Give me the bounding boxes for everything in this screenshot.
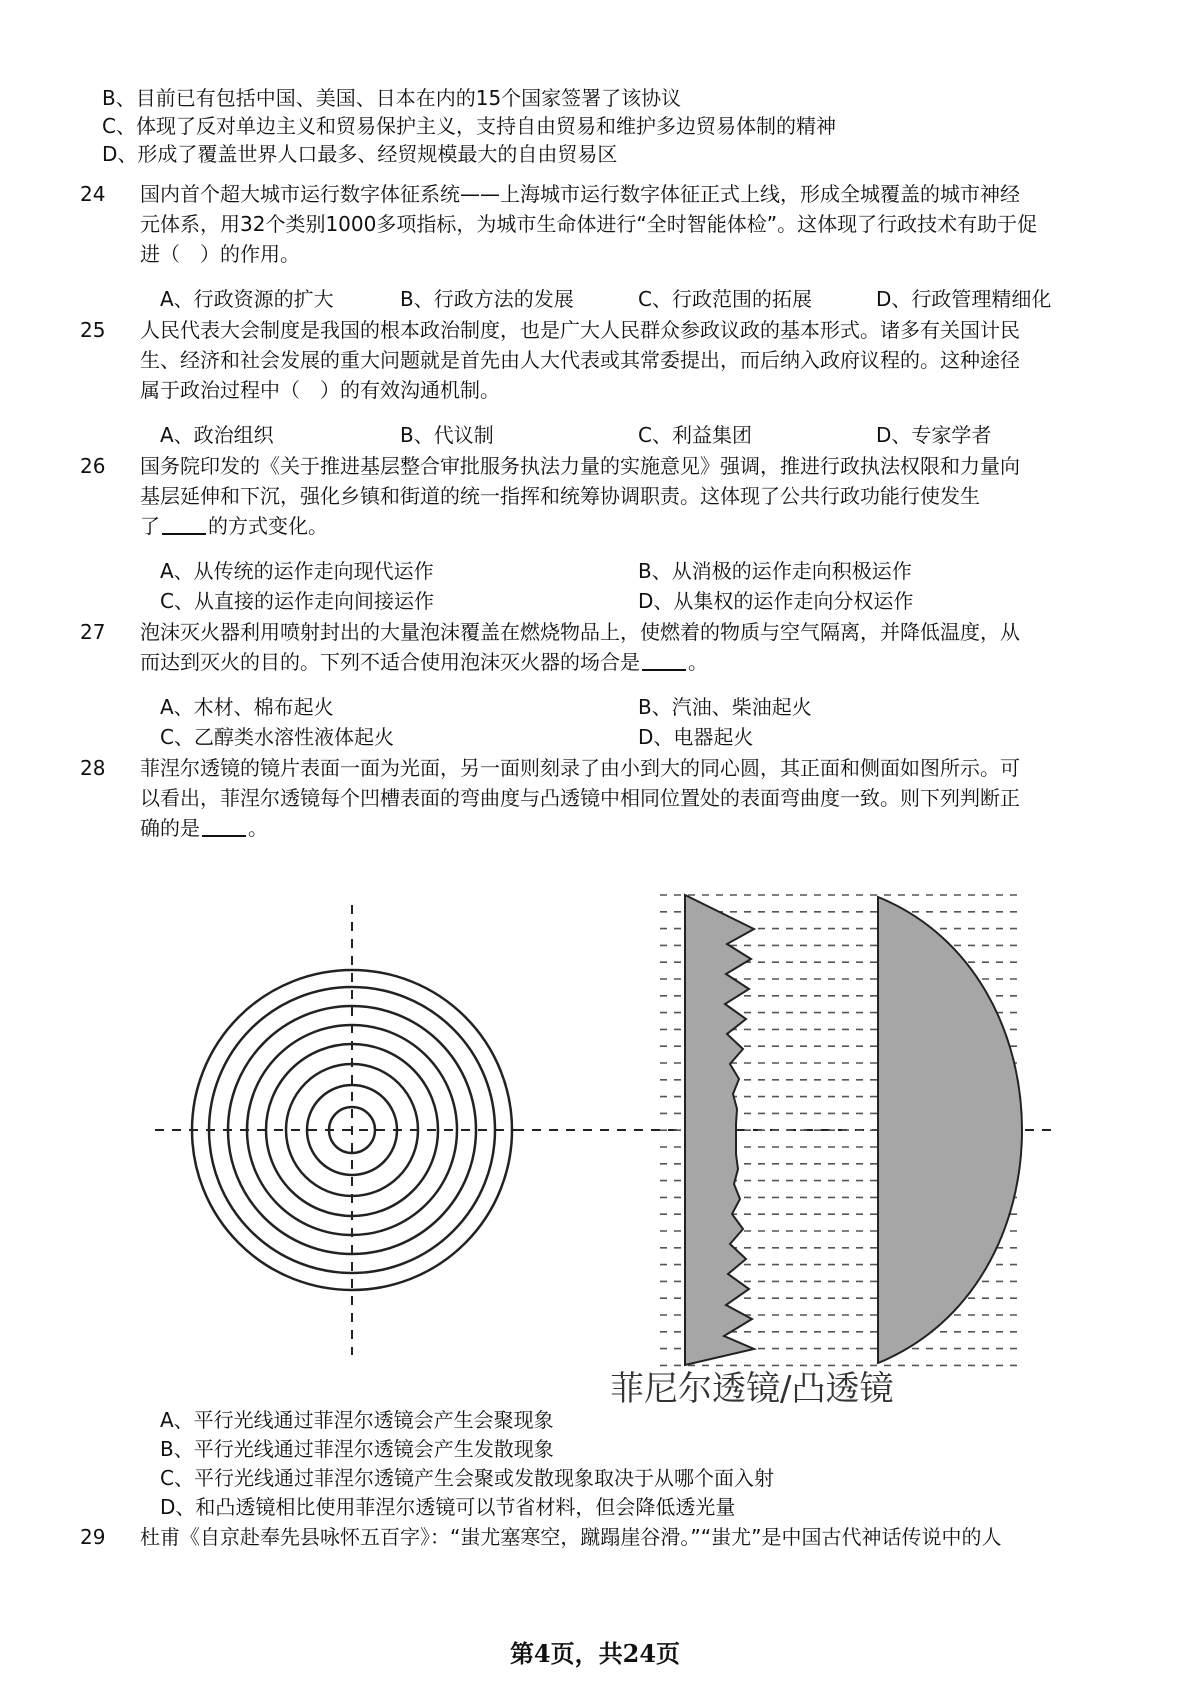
q28-stem-post: 。 (248, 816, 268, 840)
q28-option-b: B、平行光线通过菲涅尔透镜会产生发散现象 (160, 1437, 554, 1461)
q28-answer-blank (202, 817, 246, 837)
q23-option-d: D、形成了覆盖世界人口最多、经贸规模最大的自由贸易区 (102, 142, 618, 166)
q25-stem-line-3: 属于政治过程中（ ）的有效沟通机制。 (140, 378, 500, 402)
convex-lens-side-view (878, 897, 1022, 1363)
q26-option-d: D、从集权的运作走向分权运作 (638, 589, 914, 613)
concentric-circles-front-view (155, 905, 515, 1355)
q27-stem-post: 。 (688, 650, 708, 674)
q28-stem-line-2: 以看出，菲涅尔透镜每个凹槽表面的弯曲度与凸透镜中相同位置处的表面弯曲度一致。则下列判断正 (140, 786, 1020, 810)
q27-option-c: C、乙醇类水溶性液体起火 (160, 725, 394, 749)
q28-option-d: D、和凸透镜相比使用菲涅尔透镜可以节省材料，但会降低透光量 (160, 1495, 736, 1519)
q24-option-c: C、行政范围的拓展 (638, 287, 812, 311)
q27-number: 27 (80, 620, 106, 644)
q26-options-row-1 (160, 559, 1060, 583)
q25-option-c: C、利益集团 (638, 423, 752, 447)
q24-number: 24 (80, 182, 106, 206)
q27-option-a: A、木材、棉布起火 (160, 695, 334, 719)
q25-option-b: B、代议制 (400, 423, 494, 447)
figure-caption: 菲尼尔透镜/凸透镜 (610, 1369, 894, 1409)
page-footer: 第4页，共24页 (509, 1639, 681, 1668)
q24-option-d: D、行政管理精细化 (876, 287, 1052, 311)
q24-stem-line-1: 国内首个超大城市运行数字体征系统——上海城市运行数字体征正式上线，形成全城覆盖的城市神经 (140, 182, 1020, 206)
q27-stem-pre: 而达到灭火的目的。下列不适合使用泡沫灭火器的场合是 (140, 650, 640, 674)
q25-options (160, 423, 1060, 447)
q26-stem-line-1: 国务院印发的《关于推进基层整合审批服务执法力量的实施意见》强调，推进行政执法权限和力量向 (140, 454, 1020, 478)
q26-stem-line-2: 基层延伸和下沉，强化乡镇和街道的统一指挥和统筹协调职责。这体现了公共行政功能行使发生 (140, 484, 980, 508)
q28-stem-pre: 确的是 (140, 816, 200, 840)
q23-option-b: B、目前已有包括中国、美国、日本在内的15个国家签署了该协议 (102, 86, 682, 110)
q29-number: 29 (80, 1525, 106, 1549)
q27-stem-line-2 (140, 650, 708, 674)
q24-stem-line-3: 进（ ）的作用。 (140, 242, 300, 266)
q28-option-c: C、平行光线通过菲涅尔透镜产生会聚或发散现象取决于从哪个面入射 (160, 1466, 774, 1490)
q27-option-d: D、电器起火 (638, 725, 754, 749)
fresnel-lens-figure (140, 875, 1070, 1415)
q25-stem-line-2: 生、经济和社会发展的重大问题就是首先由人大代表或其常委提出，而后纳入政府议程的。这种途径 (140, 348, 1020, 372)
q25-option-d: D、专家学者 (876, 423, 992, 447)
q26-options-row-2 (160, 589, 1060, 613)
q28-stem-line-3 (140, 816, 268, 840)
q27-options-row-2 (160, 725, 1060, 749)
q27-answer-blank (642, 651, 686, 671)
q27-stem-line-1: 泡沫灭火器利用喷射封出的大量泡沫覆盖在燃烧物品上，使燃着的物质与空气隔离，并降低温度，从 (140, 620, 1020, 644)
q25-stem-line-1: 人民代表大会制度是我国的根本政治制度，也是广大人民群众参政议政的基本形式。诸多有关国计民 (140, 318, 1020, 342)
q25-option-a: A、政治组织 (160, 423, 274, 447)
q25-number: 25 (80, 318, 106, 342)
q29-stem-line-1: 杜甫《自京赴奉先县咏怀五百字》：“蚩尤塞寒空，蹴蹋崖谷滑。”“蚩尤”是中国古代神话传说中的人 (140, 1525, 1002, 1549)
q26-stem-pre: 了 (140, 514, 160, 538)
q27-option-b: B、汽油、柴油起火 (638, 695, 812, 719)
q24-option-b: B、行政方法的发展 (400, 287, 574, 311)
q24-stem-line-2: 元体系，用32个类别1000多项指标，为城市生命体进行“全时智能体检”。这体现了行政技术有助于促 (140, 212, 1038, 236)
q26-option-c: C、从直接的运作走向间接运作 (160, 589, 434, 613)
q26-option-a: A、从传统的运作走向现代运作 (160, 559, 434, 583)
q28-option-a: A、平行光线通过菲涅尔透镜会产生会聚现象 (160, 1408, 554, 1432)
q23-option-c: C、体现了反对单边主义和贸易保护主义，支持自由贸易和维护多边贸易体制的精神 (102, 114, 836, 138)
q28-stem-line-1: 菲涅尔透镜的镜片表面一面为光面，另一面则刻录了由小到大的同心圆，其正面和侧面如图所示。可 (140, 756, 1020, 780)
q26-stem-line-3 (140, 514, 328, 538)
q26-stem-post: 的方式变化。 (208, 514, 328, 538)
q24-options (160, 287, 1060, 311)
q24-option-a: A、行政资源的扩大 (160, 287, 334, 311)
q28-number: 28 (80, 756, 106, 780)
q26-option-b: B、从消极的运作走向积极运作 (638, 559, 912, 583)
q26-number: 26 (80, 454, 106, 478)
q26-answer-blank (162, 515, 206, 535)
q27-options-row-1 (160, 695, 1060, 719)
